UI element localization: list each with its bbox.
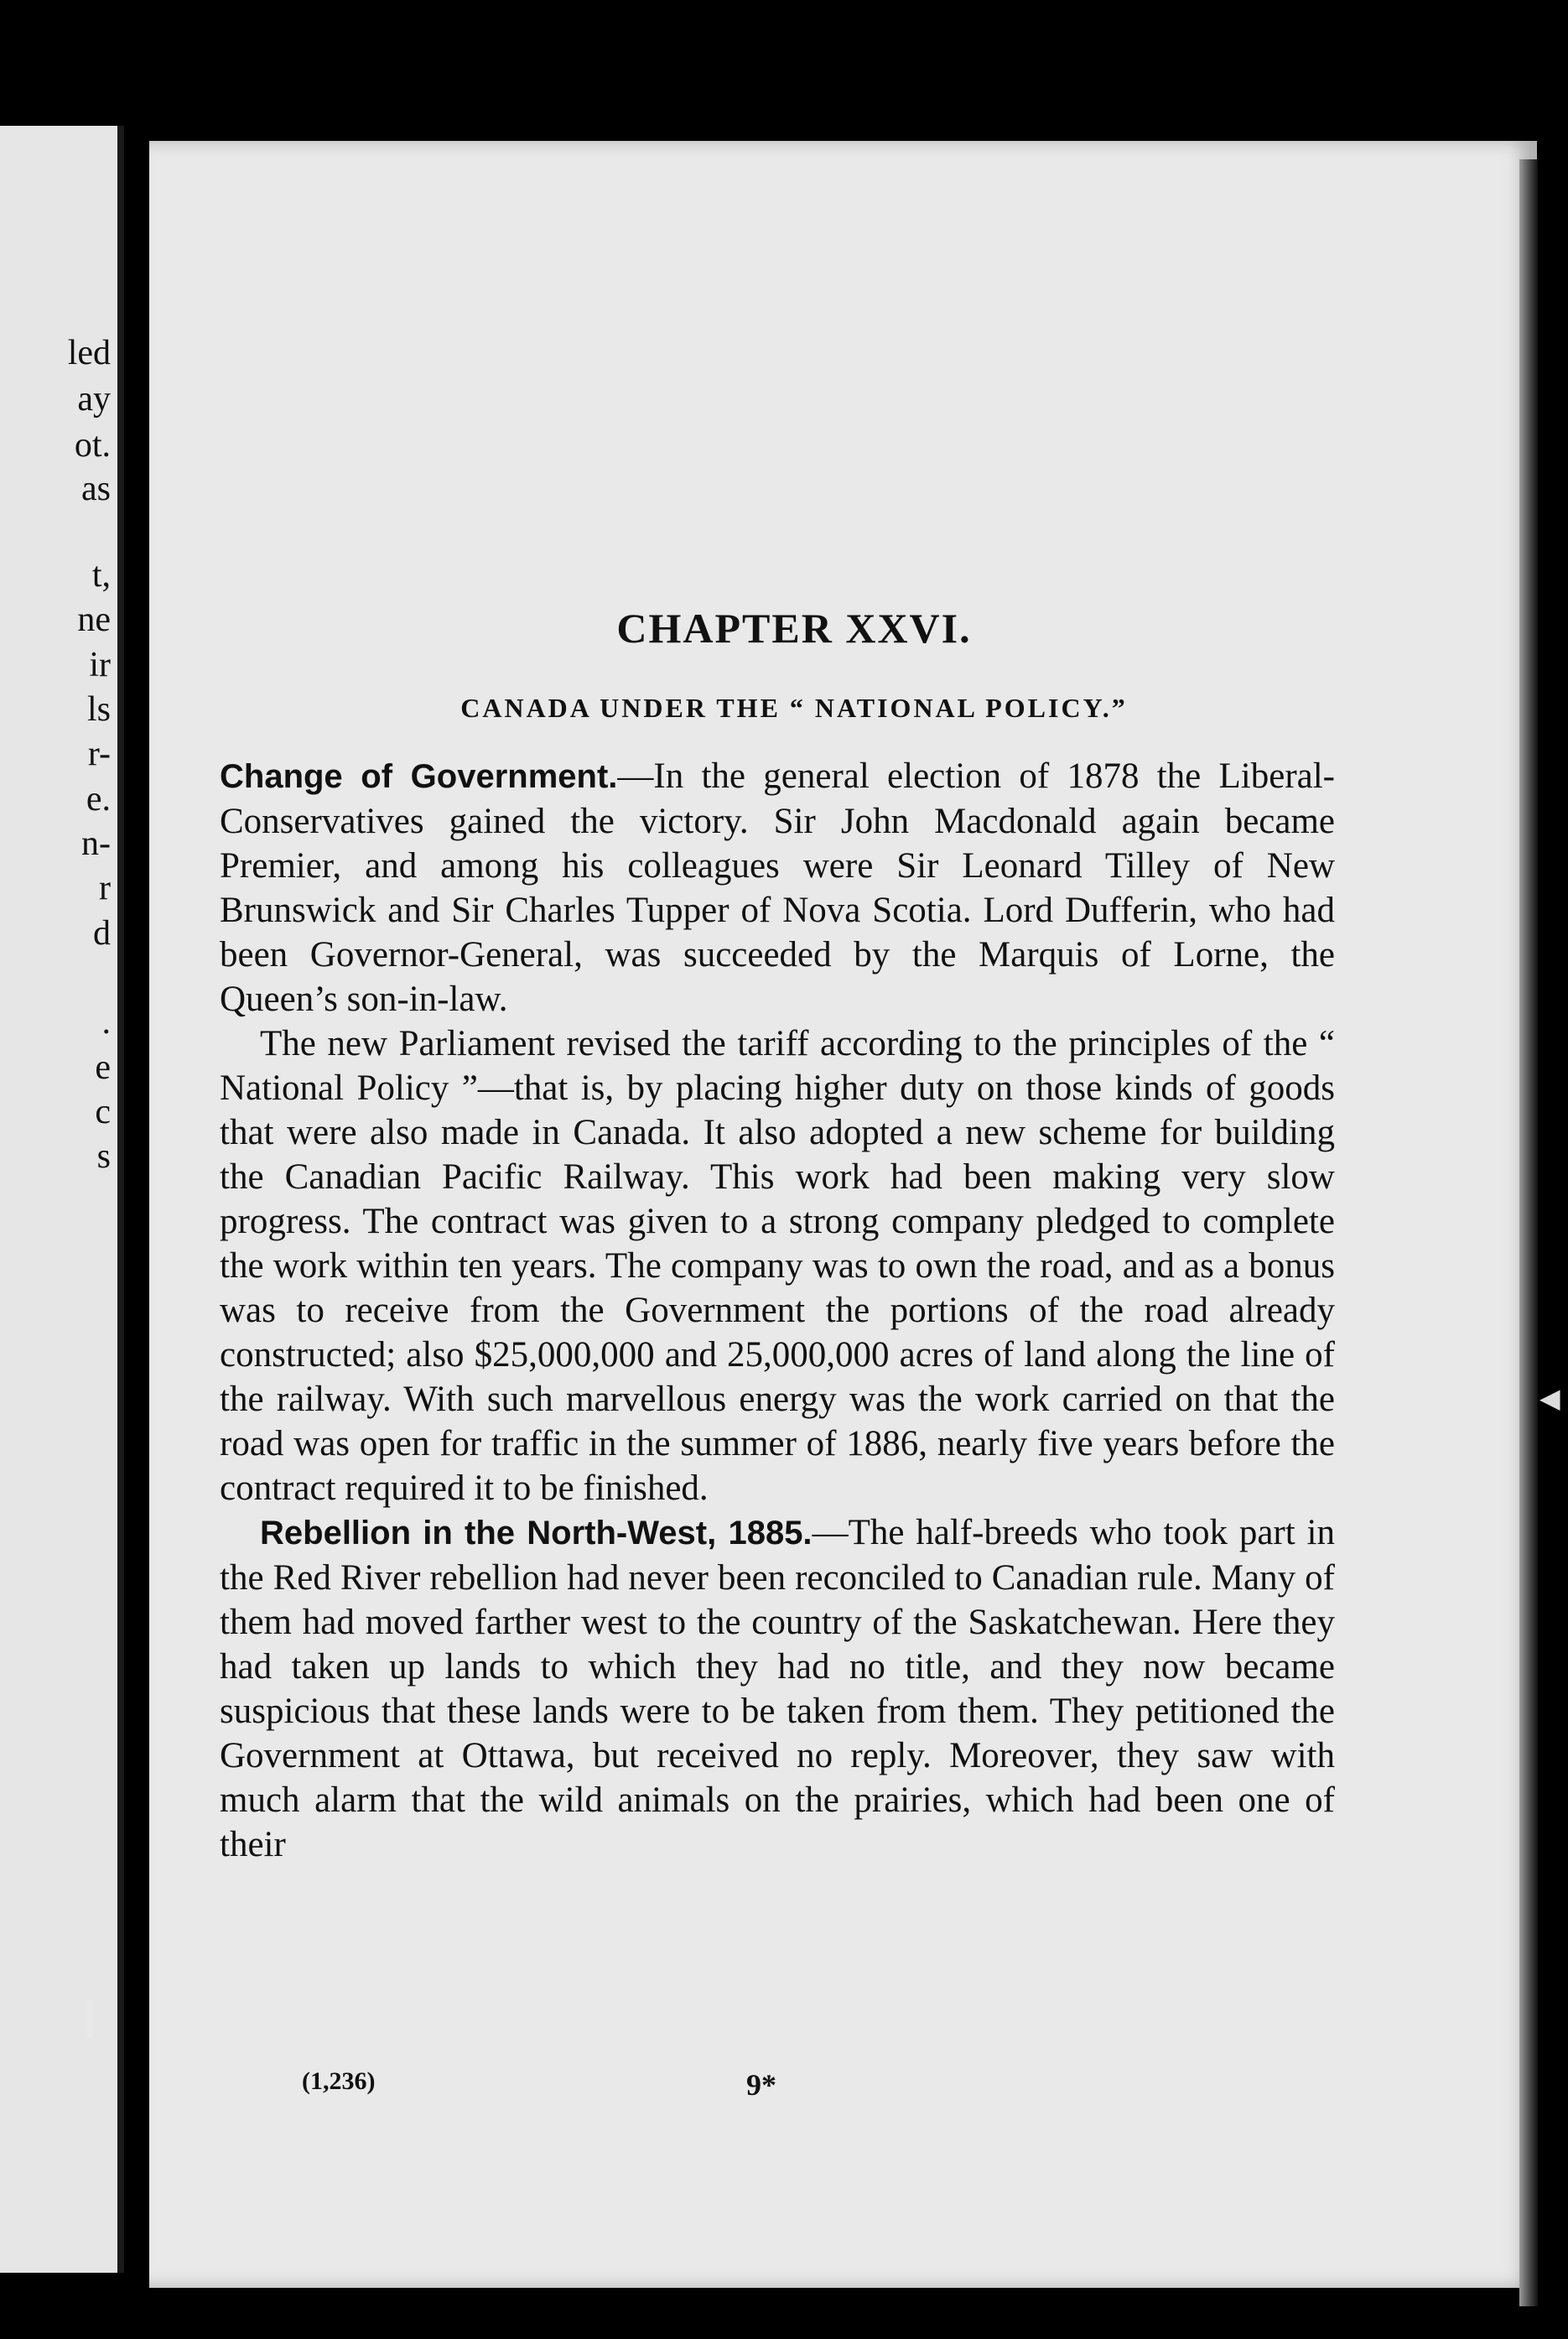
page-text-block (220, 604, 1335, 1867)
chapter-subtitle: CANADA UNDER THE “ NATIONAL POLICY.” (460, 693, 1128, 723)
paragraph-national-policy (220, 1021, 1335, 1510)
facing-page-text: s (96, 1137, 111, 1176)
facing-page-text: e. (86, 780, 111, 819)
paragraph-text: The new Parliament revised the tariff according to the principles of the “ National Policy ”—that is, by placing higher duty on those kinds of goods that were also made in Canada. It also adopted a new scheme for building the Canadian Pacific Railway. This work had been making very slow progress. The contract was given to a strong company pledged to complete the work within ten years. The company was to own the road, and as a bonus was to receive from the Government the portions of the road already constructed; also $25,000,000 and 25,000,000 acres of land along the line of the railway. With such marvellous energy was the work carried on that the road was open for traffic in the summer of 1886, nearly five years before the contract required it to be finished. (220, 1024, 1335, 1508)
page-edge-shadow (1519, 159, 1538, 2306)
facing-page-text: . (101, 1003, 111, 1042)
facing-page-fragment (0, 126, 124, 2273)
facing-page-text: as (81, 470, 111, 508)
paragraph-text: —The half-breeds who took part in the Red River rebellion had never been reconciled to Canadian rule. Many of them had moved farther west to the country of the Saskatchewan. Here they had taken up lands to which they had no title, and they now became suspicious that these lands were to be taken from them. They petitioned the Government at Ottawa, but received no reply. Moreover, they saw with much alarm that the wild animals on the prairies, which had been one of their (220, 1513, 1335, 1864)
facing-page-text: led (67, 334, 111, 372)
section-heading: Rebellion in the North-West, 1885. (260, 1515, 813, 1552)
facing-page-text: ls (86, 690, 111, 729)
facing-page-text: ay (77, 380, 111, 418)
facing-page-text: d (93, 914, 111, 953)
facing-page-text: ne (77, 600, 111, 639)
edge-marker-icon: ◀ (1539, 1383, 1560, 1413)
facing-page-text: ir (89, 646, 111, 684)
facing-page-text: n- (81, 824, 111, 863)
facing-page-text: e (95, 1048, 111, 1087)
facing-page-text: r- (87, 735, 111, 773)
chapter-title: CHAPTER XXVI. (616, 605, 972, 652)
facing-page-text: r (99, 869, 111, 907)
paragraph-change-of-government (220, 754, 1335, 1021)
paragraph-rebellion (220, 1510, 1335, 1867)
signature-mark: 9* (746, 2068, 776, 2102)
paragraph-text: —In the general election of 1878 the Liberal-Conservatives gained the victory. Sir John Macdonald again became Premier, and among his colleagues were Sir Leonard Tilley of New Brunswick and Sir Charles Tupper of Nova Scotia. Lord Dufferin, who had been Governor-General, was succeeded by the Marquis of Lorne, the Queen’s son-in-law. (220, 756, 1335, 1019)
section-heading: Change of Government. (220, 758, 618, 795)
margin-mark (87, 2000, 93, 2038)
facing-page-text: c (95, 1093, 111, 1131)
facing-page-text: ot. (74, 426, 111, 465)
printer-signature-code: (1,236) (302, 2067, 376, 2095)
facing-page-text: t, (91, 556, 111, 595)
